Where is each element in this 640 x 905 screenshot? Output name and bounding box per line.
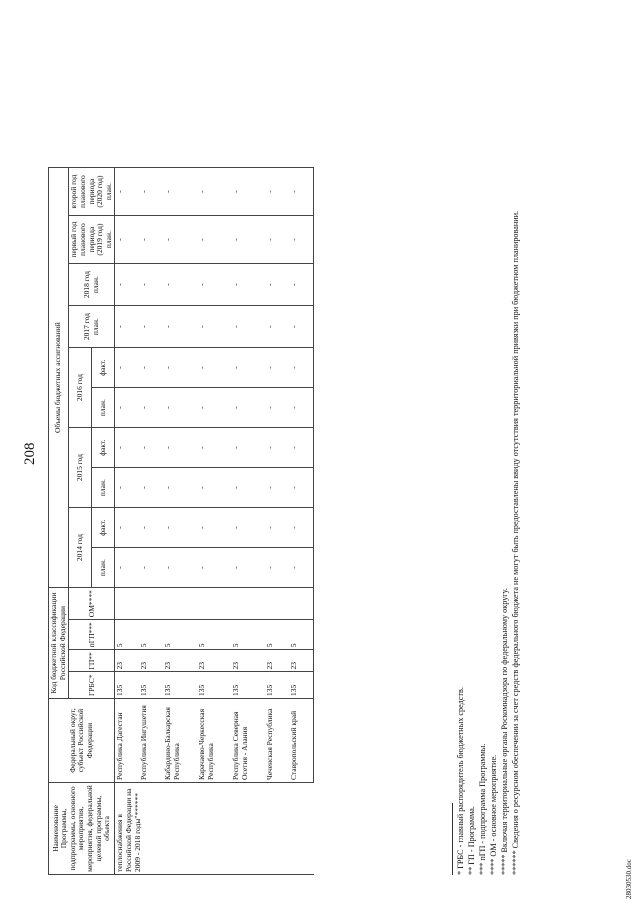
- cell-value: -: [289, 306, 314, 348]
- cell-value: -: [289, 548, 314, 588]
- cell-value: -: [139, 216, 163, 264]
- cell-value: -: [163, 264, 197, 306]
- cell-value: -: [197, 264, 231, 306]
- footnote-grbs: * ГРБС - главный распорядитель бюджетных средств.: [456, 687, 465, 875]
- cell-gp: 23: [289, 650, 314, 672]
- row-program-name: теплоснабжения в Российской Федерации на 2009 - 2018 годы"******: [115, 783, 314, 875]
- cell-value: -: [289, 216, 314, 264]
- cell-gp: 23: [163, 650, 197, 672]
- cell-value: -: [265, 306, 289, 348]
- cell-value: -: [139, 306, 163, 348]
- cell-grbs: 135: [139, 672, 163, 699]
- header-region-col: Федеральный округ, субъект Российской Федерации: [49, 699, 115, 783]
- cell-value: -: [115, 348, 140, 388]
- footnote-territorial: ***** Включая территориальные органы Роскомнадзора по федеральному округу.: [500, 588, 510, 875]
- cell-value: -: [115, 306, 140, 348]
- cell-om: [115, 588, 140, 620]
- cell-pgp: 5: [265, 620, 289, 650]
- header-om: ОМ****: [69, 588, 115, 620]
- cell-value: -: [163, 468, 197, 508]
- cell-value: -: [265, 548, 289, 588]
- cell-value: -: [139, 348, 163, 388]
- cell-pgp: 5: [163, 620, 197, 650]
- cell-value: -: [197, 388, 231, 428]
- cell-value: -: [265, 264, 289, 306]
- cell-value: -: [231, 548, 265, 588]
- header-2016-fact: факт.: [92, 348, 115, 388]
- footnote-om: **** ОМ - основное мероприятие.: [489, 754, 499, 875]
- cell-value: -: [265, 468, 289, 508]
- cell-value: -: [163, 548, 197, 588]
- cell-value: -: [139, 468, 163, 508]
- cell-value: -: [231, 216, 265, 264]
- cell-value: -: [289, 348, 314, 388]
- table-row: [289, 168, 314, 875]
- cell-value: -: [115, 548, 140, 588]
- footnote-divider: [452, 803, 453, 875]
- cell-value: -: [163, 348, 197, 388]
- header-row-1: [49, 168, 69, 875]
- cell-grbs: 135: [289, 672, 314, 699]
- cell-value: -: [231, 306, 265, 348]
- cell-pgp: 5: [139, 620, 163, 650]
- cell-value: -: [289, 508, 314, 548]
- cell-value: -: [163, 388, 197, 428]
- cell-om: [265, 588, 289, 620]
- cell-value: -: [139, 508, 163, 548]
- header-year-2017: 2017 год план.: [69, 306, 115, 348]
- cell-value: -: [163, 428, 197, 468]
- cell-value: -: [289, 428, 314, 468]
- table-body: [115, 168, 314, 875]
- table-row: [265, 168, 289, 875]
- cell-value: -: [197, 306, 231, 348]
- cell-value: -: [139, 168, 163, 216]
- cell-region: Ставропольский край: [289, 699, 314, 783]
- cell-value: -: [289, 264, 314, 306]
- header-grbs: ГРБС*: [69, 672, 115, 699]
- cell-value: -: [197, 468, 231, 508]
- header-year-2020: второй год планового периода (2020 год) план.: [69, 168, 115, 216]
- cell-value: -: [265, 168, 289, 216]
- cell-region: Республика Ингушетия: [139, 699, 163, 783]
- cell-grbs: 135: [115, 672, 140, 699]
- cell-value: -: [197, 428, 231, 468]
- cell-value: -: [115, 468, 140, 508]
- cell-om: [197, 588, 231, 620]
- cell-gp: 23: [115, 650, 140, 672]
- header-2014-fact: факт.: [92, 508, 115, 548]
- cell-pgp: 5: [197, 620, 231, 650]
- cell-value: -: [115, 168, 140, 216]
- cell-value: -: [163, 306, 197, 348]
- cell-gp: 23: [231, 650, 265, 672]
- cell-region: Республика Северная Осетия - Алания: [231, 699, 265, 783]
- cell-value: -: [115, 264, 140, 306]
- cell-value: -: [197, 168, 231, 216]
- cell-value: -: [231, 168, 265, 216]
- table-row: [197, 168, 231, 875]
- cell-grbs: 135: [231, 672, 265, 699]
- table-row: [115, 168, 140, 875]
- cell-value: -: [197, 216, 231, 264]
- cell-value: -: [163, 508, 197, 548]
- cell-value: -: [231, 508, 265, 548]
- cell-value: -: [231, 428, 265, 468]
- cell-gp: 23: [265, 650, 289, 672]
- table-row: [231, 168, 265, 875]
- cell-pgp: 5: [231, 620, 265, 650]
- cell-gp: 23: [197, 650, 231, 672]
- cell-region: Республика Дагестан: [115, 699, 140, 783]
- cell-region: Карачаево-Черкесская Республика: [197, 699, 231, 783]
- cell-value: -: [231, 348, 265, 388]
- header-year-2018: 2018 год план.: [69, 264, 115, 306]
- cell-om: [289, 588, 314, 620]
- cell-region: Чеченская Республика: [265, 699, 289, 783]
- cell-value: -: [265, 216, 289, 264]
- header-year-2019: первый год планового периода (2019 год) план.: [69, 216, 115, 264]
- header-2014-plan: план.: [92, 548, 115, 588]
- header-year-2016: 2016 год: [69, 348, 92, 428]
- footnote-gp: ** ГП - Программа.: [467, 806, 477, 875]
- cell-grbs: 135: [163, 672, 197, 699]
- cell-value: -: [197, 548, 231, 588]
- header-year-2015: 2015 год: [69, 428, 92, 508]
- cell-value: -: [265, 348, 289, 388]
- cell-value: -: [231, 264, 265, 306]
- cell-om: [163, 588, 197, 620]
- document-id: 28030530.doc: [625, 859, 633, 899]
- table-row: [139, 168, 163, 875]
- cell-value: -: [139, 388, 163, 428]
- cell-value: -: [197, 508, 231, 548]
- cell-region: Кабардино-Балкарская Республика: [163, 699, 197, 783]
- cell-pgp: 5: [289, 620, 314, 650]
- header-pgp: пГП***: [69, 620, 115, 650]
- footnote-pgp: *** пГП - подпрограмма Программы.: [478, 743, 488, 875]
- cell-value: -: [115, 428, 140, 468]
- cell-value: -: [231, 468, 265, 508]
- cell-value: -: [289, 468, 314, 508]
- cell-value: -: [265, 388, 289, 428]
- budget-table: [48, 167, 314, 875]
- header-2015-fact: факт.: [92, 428, 115, 468]
- cell-value: -: [115, 508, 140, 548]
- cell-value: -: [289, 168, 314, 216]
- header-year-2014: 2014 год: [69, 508, 92, 588]
- page-number: 208: [22, 442, 38, 465]
- cell-value: -: [265, 428, 289, 468]
- cell-value: -: [115, 216, 140, 264]
- cell-value: -: [163, 216, 197, 264]
- cell-value: -: [265, 508, 289, 548]
- cell-gp: 23: [139, 650, 163, 672]
- footnotes: [452, 15, 521, 875]
- cell-value: -: [197, 348, 231, 388]
- header-volume-group: Объемы бюджетных ассигнований: [49, 168, 69, 588]
- cell-om: [139, 588, 163, 620]
- header-2016-plan: план.: [92, 388, 115, 428]
- cell-value: -: [139, 428, 163, 468]
- cell-value: -: [231, 388, 265, 428]
- header-gp: ГП**: [69, 650, 115, 672]
- header-name-col: Наименование Программы, подпрограммы, основного мероприятия, мероприятия, федеральной целевой программы, объекта: [49, 783, 115, 875]
- cell-grbs: 135: [197, 672, 231, 699]
- cell-value: -: [289, 388, 314, 428]
- cell-om: [231, 588, 265, 620]
- header-code-group: Код бюджетной классификации Российской Федерации: [49, 588, 69, 699]
- cell-value: -: [115, 388, 140, 428]
- footnote-resource: ****** Сведения о ресурсном обеспечении за счет средств федерального бюджета не могут быть предоставлены ввиду отсутствия территориальной привязки при бюджетном планировании.: [511, 210, 521, 875]
- cell-value: -: [139, 548, 163, 588]
- cell-value: -: [139, 264, 163, 306]
- cell-grbs: 135: [265, 672, 289, 699]
- header-2015-plan: план.: [92, 468, 115, 508]
- table-row: [163, 168, 197, 875]
- cell-value: -: [163, 168, 197, 216]
- cell-pgp: 5: [115, 620, 140, 650]
